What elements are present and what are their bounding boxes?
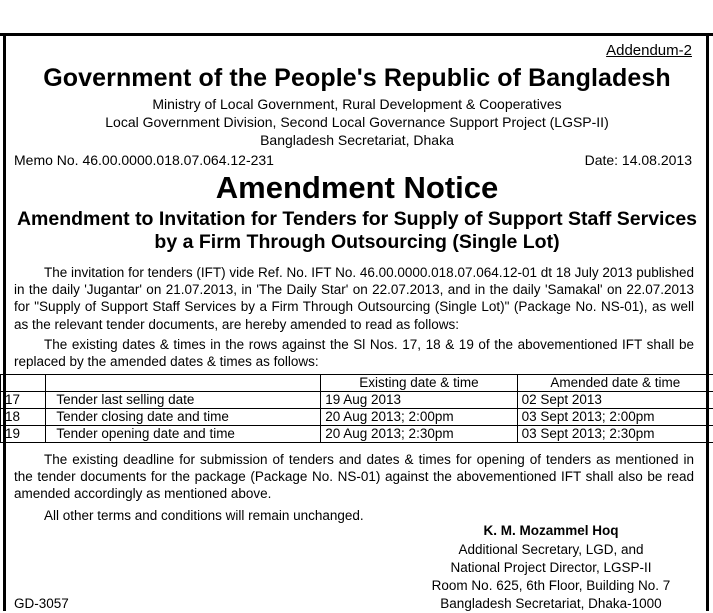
table-header-row — [1, 375, 713, 392]
ministry-line: Ministry of Local Government, Rural Development & Cooperatives — [8, 96, 706, 112]
signatory-line-3: Room No. 625, 6th Floor, Building No. 7 — [396, 577, 706, 595]
government-title: Government of the People's Republic of Bangladesh — [8, 64, 706, 93]
notice-title: Amendment Notice — [8, 170, 706, 206]
existing-cell: 19 Aug 2013 — [321, 392, 517, 409]
amended-cell: 03 Sept 2013; 2:00pm — [517, 409, 713, 426]
memo-number: Memo No. 46.00.0000.018.07.064.12-231 — [14, 152, 274, 168]
sl-cell: 19 — [1, 426, 46, 443]
item-cell: Tender closing date and time — [46, 409, 321, 426]
header-cell — [46, 375, 321, 392]
table-row — [1, 426, 713, 443]
item-cell: Tender opening date and time — [46, 426, 321, 443]
table-row — [1, 392, 713, 409]
header-cell-amended: Amended date & time — [517, 375, 713, 392]
signatory-name: K. M. Mozammel Hoq — [396, 522, 706, 540]
paragraph-1-text: The invitation for tenders (IFT) vide Ref. No. IFT No. 46.00.0000.018.07.064.12-01 dt 18 July 2013 published in the daily 'Jugantar' on 21.07.2013, in 'The Daily Star' on 22.07.2013, and in the daily 'Samakal' on 22.07.2013 for "Supply of Support Staff Services by a Firm Through Outsourcing (Single Lot)" (Package No. NS-01), as well as the relevant tender documents, are hereby amended to read as follows: — [14, 265, 694, 332]
sl-cell: 18 — [1, 409, 46, 426]
header-cell — [1, 375, 46, 392]
notice-date: Date: 14.08.2013 — [585, 152, 692, 168]
amended-cell: 03 Sept 2013; 2:30pm — [517, 426, 713, 443]
paragraph-3 — [14, 451, 694, 503]
left-border — [3, 33, 6, 611]
secretariat-line: Bangladesh Secretariat, Dhaka — [8, 132, 706, 148]
paragraph-2 — [14, 336, 694, 370]
paragraph-4-text: All other terms and conditions will remain unchanged. — [44, 508, 364, 523]
paragraph-3-text: The existing deadline for submission of tenders and dates & times for opening of tenders as mentioned in the tender documents for the package (Package No. NS-01) against the abovementioned IFT shall also be read amended accordingly as mentioned above. — [14, 452, 694, 501]
right-border — [706, 33, 709, 611]
existing-cell: 20 Aug 2013; 2:30pm — [321, 426, 517, 443]
existing-cell: 20 Aug 2013; 2:00pm — [321, 409, 517, 426]
notice-page — [8, 36, 706, 611]
table-row — [1, 409, 713, 426]
amended-cell: 02 Sept 2013 — [517, 392, 713, 409]
notice-subject: Amendment to Invitation for Tenders for Supply of Support Staff Services by a Firm Through Outsourcing (Single Lot) — [8, 208, 706, 254]
signatory-line-1: Additional Secretary, LGD, and — [396, 541, 706, 559]
signatory-line-4: Bangladesh Secretariat, Dhaka-1000 — [396, 595, 706, 613]
amendment-table — [0, 374, 713, 443]
paragraph-2-text: The existing dates & times in the rows against the Sl Nos. 17, 18 & 19 of the abovementioned IFT shall be replaced by the amended dates & times as follows: — [14, 337, 694, 369]
signatory-line-2: National Project Director, LGSP-II — [396, 559, 706, 577]
division-line: Local Government Division, Second Local Governance Support Project (LGSP-II) — [8, 114, 706, 130]
header-cell-existing: Existing date & time — [321, 375, 517, 392]
sl-cell: 17 — [1, 392, 46, 409]
item-cell: Tender last selling date — [46, 392, 321, 409]
gd-number: GD-3057 — [14, 596, 69, 611]
addendum-label: Addendum-2 — [606, 42, 692, 59]
paragraph-1 — [14, 264, 694, 333]
